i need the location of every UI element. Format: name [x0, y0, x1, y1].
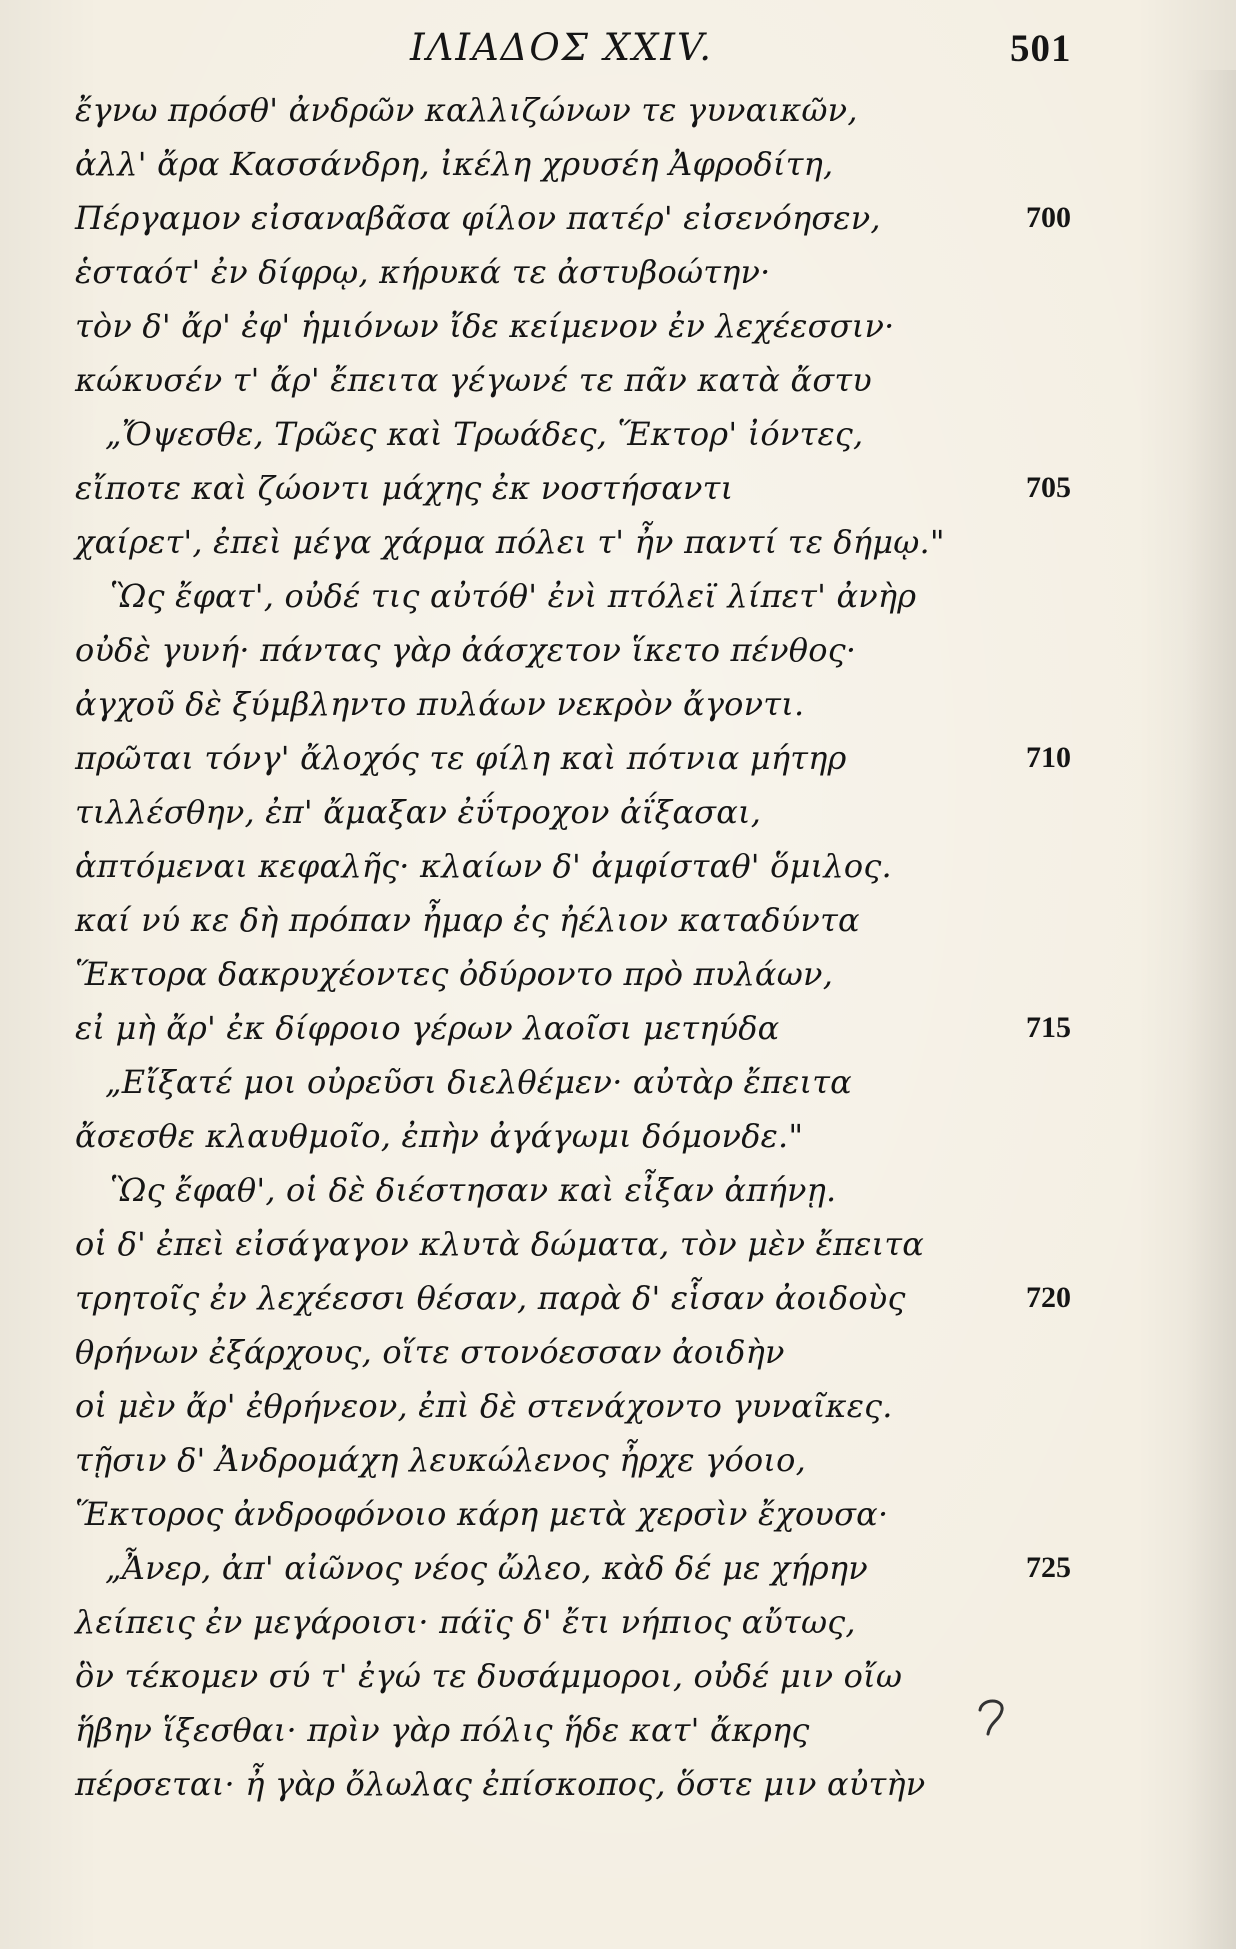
- verse-line: [0, 1380, 1236, 1432]
- verse-line: [0, 408, 1236, 460]
- verse-line: [0, 300, 1236, 352]
- verse-text: πέρσεται· ἦ γὰρ ὄλωλας ἐπίσκοπος, ὅστε μιν αὐτὴν: [75, 1765, 926, 1803]
- verse-text: Ἕκτορα δακρυχέοντες ὀδύροντο πρὸ πυλάων,: [75, 955, 834, 993]
- verse-line: [0, 1434, 1236, 1486]
- verse-text: πρῶται τόνγ' ἄλοχός τε φίλη καὶ πότνια μήτηρ: [75, 739, 847, 777]
- verse-text: ἄσεσθε κλαυθμοῖο, ἐπὴν ἀγάγωμι δόμονδε.": [75, 1117, 804, 1155]
- verse-text: ἁπτόμεναι κεφαλῆς· κλαίων δ' ἀμφίσταθ' ὅμιλος.: [75, 847, 892, 885]
- verse-line: [0, 354, 1236, 406]
- verse-line: [0, 1110, 1236, 1162]
- line-number: 720: [1026, 1281, 1071, 1314]
- verse-text: τιλλέσθην, ἐπ' ἄμαξαν ἐΰτροχον ἀΐξασαι,: [75, 793, 762, 831]
- verse-text: λείπεις ἐν μεγάροισι· πάϊς δ' ἔτι νήπιος αὔτως,: [75, 1603, 856, 1641]
- verse-line: [0, 786, 1236, 838]
- verse-line: [0, 678, 1236, 730]
- verse-text: „Εἴξατέ μοι οὐρεῦσι διελθέμεν· αὐτὰρ ἔπειτα: [105, 1063, 852, 1101]
- line-number: 715: [1026, 1011, 1071, 1044]
- line-number: 700: [1026, 201, 1071, 234]
- verse-text: Ὣς ἔφαθ', οἱ δὲ διέστησαν καὶ εἶξαν ἀπήνῃ.: [110, 1171, 837, 1209]
- verse-text: θρήνων ἐξάρχους, οἵτε στονόεσσαν ἀοιδὴν: [75, 1333, 785, 1371]
- verse-line: [0, 1164, 1236, 1216]
- verse-text: τὸν δ' ἄρ' ἐφ' ἡμιόνων ἴδε κείμενον ἐν λεχέεσσιν·: [75, 307, 895, 345]
- running-title: ΙΛΙΑΔΟΣ XXIV.: [410, 26, 713, 69]
- verse-line: [0, 1488, 1236, 1540]
- verse-line: [0, 1650, 1236, 1702]
- verse-line: [0, 1542, 1236, 1594]
- verse-line: [0, 462, 1236, 514]
- verse-line: [0, 1056, 1236, 1108]
- verse-text: ὃν τέκομεν σύ τ' ἐγώ τε δυσάμμοροι, οὐδέ μιν οἴω: [75, 1657, 903, 1695]
- verse-text: ἀλλ' ἄρα Κασσάνδρη, ἰκέλη χρυσέη Ἀφροδίτη,: [75, 145, 834, 183]
- verse-text: εἴποτε καὶ ζώοντι μάχης ἐκ νοστήσαντι: [75, 469, 734, 507]
- page-number: 501: [1010, 27, 1072, 70]
- verse-line: [0, 894, 1236, 946]
- verse-line: [0, 624, 1236, 676]
- verse-line: [0, 840, 1236, 892]
- verse-text: οἱ δ' ἐπεὶ εἰσάγαγον κλυτὰ δώματα, τὸν μὲν ἔπειτα: [75, 1225, 925, 1263]
- verse-line: [0, 1326, 1236, 1378]
- verse-text: οἱ μὲν ἄρ' ἐθρήνεον, ἐπὶ δὲ στενάχοντο γυναῖκες.: [75, 1387, 893, 1425]
- verse-line: [0, 1218, 1236, 1270]
- verse-line: [0, 138, 1236, 190]
- pencil-question-mark-icon: [960, 1690, 1020, 1750]
- verse-line: [0, 516, 1236, 568]
- verse-line: [0, 84, 1236, 136]
- verse-text: ἔγνω πρόσθ' ἀνδρῶν καλλιζώνων τε γυναικῶν,: [75, 91, 858, 129]
- verse-line: [0, 570, 1236, 622]
- verse-text: Ἕκτορος ἀνδροφόνοιο κάρη μετὰ χερσὶν ἔχουσα·: [75, 1495, 889, 1533]
- verse-text: Ὣς ἔφατ', οὐδέ τις αὐτόθ' ἐνὶ πτόλεϊ λίπετ' ἀνὴρ: [110, 577, 917, 615]
- verse-text: τρητοῖς ἐν λεχέεσσι θέσαν, παρὰ δ' εἷσαν ἀοιδοὺς: [75, 1279, 906, 1317]
- verse-line: [0, 1758, 1236, 1810]
- verse-line: [0, 948, 1236, 1000]
- verse-line: [0, 1596, 1236, 1648]
- verse-text: ἑσταότ' ἐν δίφρῳ, κήρυκά τε ἀστυβοώτην·: [75, 253, 771, 291]
- verse-line: [0, 1704, 1236, 1756]
- verse-line: [0, 246, 1236, 298]
- verse-text: καί νύ κε δὴ πρόπαν ἦμαρ ἐς ἠέλιον καταδύντα: [75, 901, 860, 939]
- verse-text: οὐδὲ γυνή· πάντας γὰρ ἀάσχετον ἵκετο πένθος·: [75, 631, 857, 669]
- line-number: 725: [1026, 1551, 1071, 1584]
- verse-line: [0, 1272, 1236, 1324]
- verse-text: κώκυσέν τ' ἄρ' ἔπειτα γέγωνέ τε πᾶν κατὰ ἄστυ: [75, 361, 872, 399]
- verse-text: εἰ μὴ ἄρ' ἐκ δίφροιο γέρων λαοῖσι μετηύδα: [75, 1009, 780, 1047]
- verse-line: [0, 192, 1236, 244]
- line-number: 710: [1026, 741, 1071, 774]
- verse-line: [0, 1002, 1236, 1054]
- verse-text: „Ἆνερ, ἀπ' αἰῶνος νέος ὤλεο, κὰδ δέ με χήρην: [105, 1549, 868, 1587]
- verse-text: τῇσιν δ' Ἀνδρομάχη λευκώλενος ἦρχε γόοιο,: [75, 1441, 806, 1479]
- verse-text: χαίρετ', ἐπεὶ μέγα χάρμα πόλει τ' ἦν παντί τε δήμῳ.": [75, 523, 945, 561]
- verse-line: [0, 732, 1236, 784]
- verse-text: ἥβην ἵξεσθαι· πρὶν γὰρ πόλις ἥδε κατ' ἄκρης: [75, 1711, 810, 1749]
- line-number: 705: [1026, 471, 1071, 504]
- verse-text: Πέργαμον εἰσαναβᾶσα φίλον πατέρ' εἰσενόησεν,: [75, 199, 881, 237]
- verse-text: „Ὄψεσθε, Τρῶες καὶ Τρωάδες, Ἕκτορ' ἰόντες,: [105, 415, 864, 453]
- verse-text: ἀγχοῦ δὲ ξύμβληντο πυλάων νεκρὸν ἄγοντι.: [75, 685, 805, 723]
